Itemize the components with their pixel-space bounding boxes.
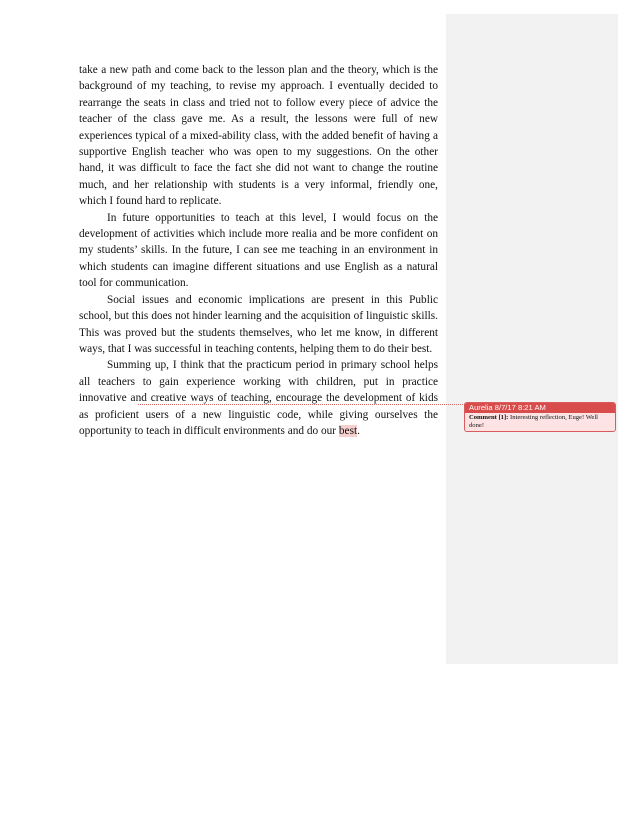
last-line-prefix: do our [306, 424, 339, 437]
commented-text-highlight[interactable]: best [338, 424, 358, 437]
comment-margin-pane [446, 14, 618, 664]
document-body[interactable] [79, 62, 438, 439]
paragraph-2: In future opportunities to teach at this level, I would focus on the development of activities which include more realia and be more confident on my students’ skills. In the future, I can see me teaching in an environment in which students can imagine different situations and use English as a natural tool for communication. [79, 211, 438, 290]
comment-author-date: Aurelia 8/7/17 8:21 AM [465, 403, 615, 413]
paragraph-3: Social issues and economic implications are present in this Public school, but this does not hinder learning and the acquisition of linguistic skills. This was proved but the students themselves, who let me know, in different ways, that I was successful in teaching contents, helping them to do their best. [79, 293, 438, 355]
comment-text: Interesting reflection, Euge! Well done! [469, 414, 598, 430]
paragraph-4 [79, 357, 438, 439]
paragraph-4-lines: Summing up, I think that the practicum period in primary school helps all teachers to gain experience working with children, put in practice innovative and creative ways of teaching, encourage the development of kids as proficient users of a new linguistic code, while giving ourselves the opportunity to teach in difficult environments and [79, 359, 438, 437]
last-line-suffix: . [357, 424, 360, 437]
paragraph-1: take a new path and come back to the lesson plan and the theory, which is the background of my teaching, to revise my approach. I eventually decided to rearrange the seats in class and tried not to follow every piece of advice the teacher of the class gave me. As a result, the lessons were full of new experiences typical of a mixed-ability class, with the added benefit of having a supportive English teacher who was open to my suggestions. On the other hand, it was difficult to face the fact she did not want to change the routine much, and her relationship with students is a very informal, friendly one, which I found hard to replicate. [79, 64, 438, 208]
comment-balloon[interactable] [464, 402, 616, 432]
comment-label: Comment [1]: [469, 414, 509, 421]
comment-body [465, 413, 615, 432]
comment-connector-line [138, 404, 465, 405]
